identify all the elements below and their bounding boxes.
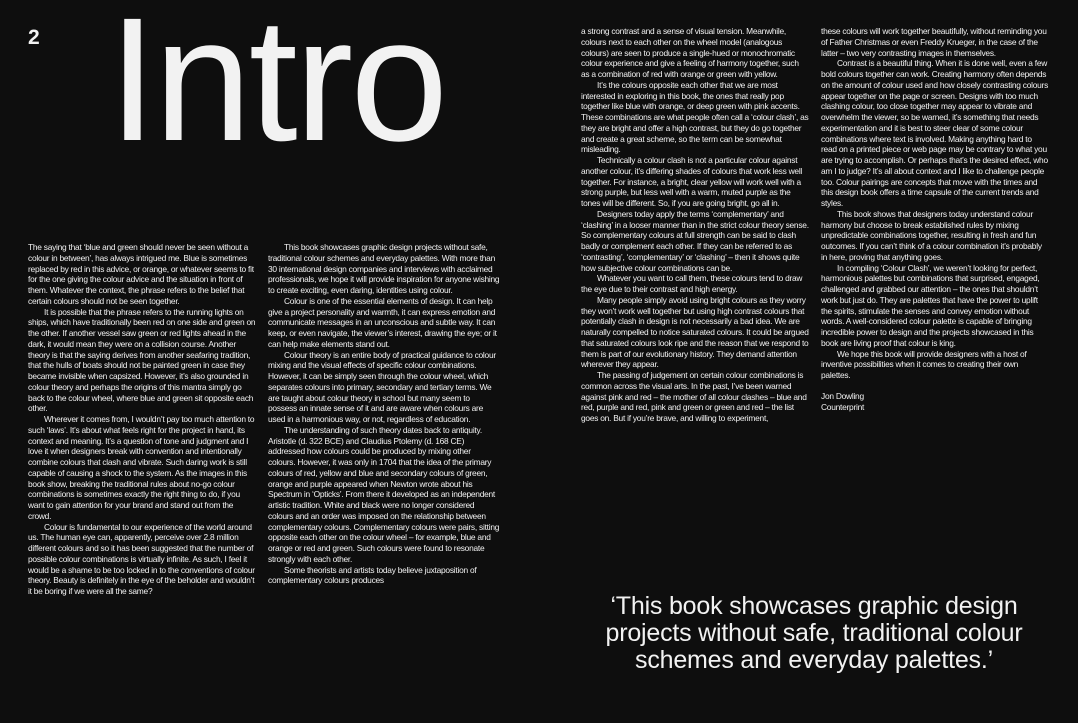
paragraph: Technically a colour clash is not a particular colour against another colour, it’s differing shades of colours that work less well together. For instance, a bright, clear yellow will work well with a strong purple, but less well with a warm, muted purple as the tones will be different. So, if you are going bright, go all in. <box>581 155 803 208</box>
paragraph: Many people simply avoid using bright colours as they worry they won’t work well together but using high contrast colours that potentially clash in design is not necessarily a bad idea. We are naturally compelled to notice saturated colours. It could be argued that saturated colours look ripe and the reason that we respond to them is part of our evolutionary history. They demand attention wherever they appear. <box>581 294 809 370</box>
text-column-2 <box>268 242 500 720</box>
paragraph: Wherever it comes from, I wouldn’t pay too much attention to such ‘laws’. It’s about what feels right for the project in hand, its context and meaning. It’s a question of tone and judgment and I love it when designers break with convention and intentionally combine colours that clash and vibrate. Such daring work is still capable of causing a shock to the system. As the images in this book show, breaking the traditional rules about no-go colour combinations is sometimes exactly the right thing to do, if you want to gain attention for your brand and stand out from the crowd. <box>28 414 255 521</box>
author-name: Jon Dowling <box>821 390 864 401</box>
paragraph: a strong contrast and a sense of visual tension. Meanwhile, colours next to each other on the wheel model (analogous colours) are seen to produce a single-hued or monochromatic colour experience and give a feeling of harmony together, such as a combination of red with orange or green with yellow. <box>581 26 799 79</box>
author-signature <box>821 391 1049 413</box>
pull-quote: ‘This book showcases graphic design projects without safe, traditional colour schemes and everyday palettes.’ <box>605 592 1023 674</box>
paragraph: Designers today apply the terms ‘complementary’ and ‘clashing’ in a looser manner than in the strict colour theory sense. So complementary colours at full strength can be said to clash badly or complement each other. If they can be referred to as ‘contrasting’, ‘complementary’ or ‘clashing’ – then it shows quite how subjective colour combinations can be. <box>581 208 809 273</box>
paragraph: This book shows that designers today understand colour harmony but choose to break established rules by mixing unpredictable combinations together, resulting in fresh and fun outcomes. If you can’t think of a colour combination it’s probably in here, proving that anything goes. <box>821 208 1042 262</box>
paragraph: Contrast is a beautiful thing. When it is done well, even a few bold colours together can work. Creating harmony often depends on the amount of colour used and how closely contrasting colours appear together on the page or screen. Designs with too much clashing colour, too close together may appear to vibrate and overwhelm the viewer, so be warned, it’s something that needs experimentation and it is best to steer clear of some colour combinations where text is involved. Making anything hard to read on a printed piece or web page may be contrary to what you are trying to accomplish. Or perhaps that’s the desired effect, who am I to judge? It’s all about context and I like to challenge people too. Colour pairings are concepts that move with the times and this design book offers a time capsule of the current trends and styles. <box>821 58 1049 208</box>
paragraph: This book showcases graphic design projects without safe, traditional colour schemes and everyday palettes. With more than 30 international design companies and interviews with acclaimed professionals, we hope it will provide inspiration for anyone wishing to create exciting, even daring, identities using colour. <box>268 242 500 295</box>
paragraph: The saying that ‘blue and green should never be seen without a colour in between’, has always intrigued me. Blue is sometimes replaced by red in this advice, or orange, or whatever seems to fit for the one giving the colour advice and the situation in front of them. Whatever the context, the phrase refers to the belief that certain colours should not be seen together. <box>28 242 254 306</box>
paragraph: We hope this book will provide designers with a host of inventive possibilities when it comes to creating their own palettes. <box>821 348 1027 380</box>
paragraph: Colour theory is an entire body of practical guidance to colour mixing and the visual effects of specific colour combinations. However, it can be simply seen through the colour wheel, which separates colours into primary, secondary and tertiary terms. We are taught about colour theory in school but many seem to possess an innate sense of it and are aware when colours are used in a harmonious way, or not, regardless of education. <box>268 349 496 424</box>
paragraph: Some theorists and artists today believe juxtaposition of complementary colours produces <box>268 564 477 586</box>
text-column-4 <box>821 26 1049 546</box>
text-column-1 <box>28 242 256 720</box>
paragraph: It’s the colours opposite each other that we are most interested in exploring in this book, the ones that really pop together like blue with orange, or deep green with pink accents. These combinations are what people often call a ‘colour clash’, as they are bright and offer a high contrast, but they do go together and create a great scheme, so the term can be somewhat misleading. <box>581 79 809 155</box>
paragraph: The passing of judgement on certain colour combinations is common across the visual arts. In the past, I’ve been warned against pink and red – the mother of all colour clashes – blue and red, purple and red, pink and green or green and red – the list goes on. But if you’re brave, and willing to experiment, <box>581 370 807 423</box>
page-title: Intro <box>108 0 446 178</box>
paragraph: these colours will work together beautifully, without reminding you of Father Christmas or even Freddy Krueger, in the case of the latter – two very contrasting images in themselves. <box>821 26 1047 58</box>
paragraph: Colour is one of the essential elements of design. It can help give a project personality and warmth, it can express emotion and communicate messages in an unconscious and subtle way. It can keep, or even navigate, the viewer’s interest, drawing the eye; or it can help make elements stand out. <box>268 295 497 349</box>
paragraph: Whatever you want to call them, these colours tend to draw the eye due to their contrast and high energy. <box>581 273 803 294</box>
paragraph: Colour is fundamental to our experience of the world around us. The human eye can, apparently, perceive over 2.8 million different colours and so it has been suggested that the number of possible colour combinations is virtually infinite. As such, I feel it would be a shame to be too locked in to the conventions of colour theory. Beauty is definitely in the eye of the beholder and wouldn’t it be boring if we were all the same? <box>28 521 255 596</box>
publisher-name: Counterprint <box>821 401 865 412</box>
paragraph: The understanding of such theory dates back to antiquity. Aristotle (d. 322 BCE) and Claudius Ptolemy (d. 168 CE) addressed how colours could be produced by mixing other colours. However, it was only in 1704 that the idea of the primary colours of red, yellow and blue and secondary colours of green, orange and purple appeared when Newton wrote about his Spectrum in ‘Opticks’. From there it developed as an independent artistic tradition. White and black were no longer considered colours and an order was imposed on the relationship between complementary colours. Complementary colours were pairs, sitting opposite each other on the colour wheel – for example, blue and orange or red and green. Such colours were found to resonate strongly with each other. <box>268 424 500 564</box>
paragraph: In compiling ‘Colour Clash’, we weren’t looking for perfect, harmonious palettes but combinations that surprised, engaged, challenged and grabbed our attention – the ones that shouldn’t work but just do. They are palettes that have the power to uplift the spirits, stimulate the senses and convey emotion without words. A well-considered colour palette is capable of bringing incredible power to design and the projects showcased in this book are living proof that colour is king. <box>821 262 1040 348</box>
text-column-3 <box>581 26 809 546</box>
paragraph: It is possible that the phrase refers to the running lights on ships, which have traditionally been red on one side and green on the other. If another vessel saw green or red lights ahead in the dark, it would mean they were on a collision course. Another theory is that the saying derives from another seafaring tradition, that the hulls of boats should not be painted green in case they became invisible when capsized. However, it’s also grounded in colour theory and perhaps the origins of this mantra simply go back to the colour wheel, where blue and green sit opposite each other. <box>28 306 256 414</box>
page-number: 2 <box>28 26 40 49</box>
